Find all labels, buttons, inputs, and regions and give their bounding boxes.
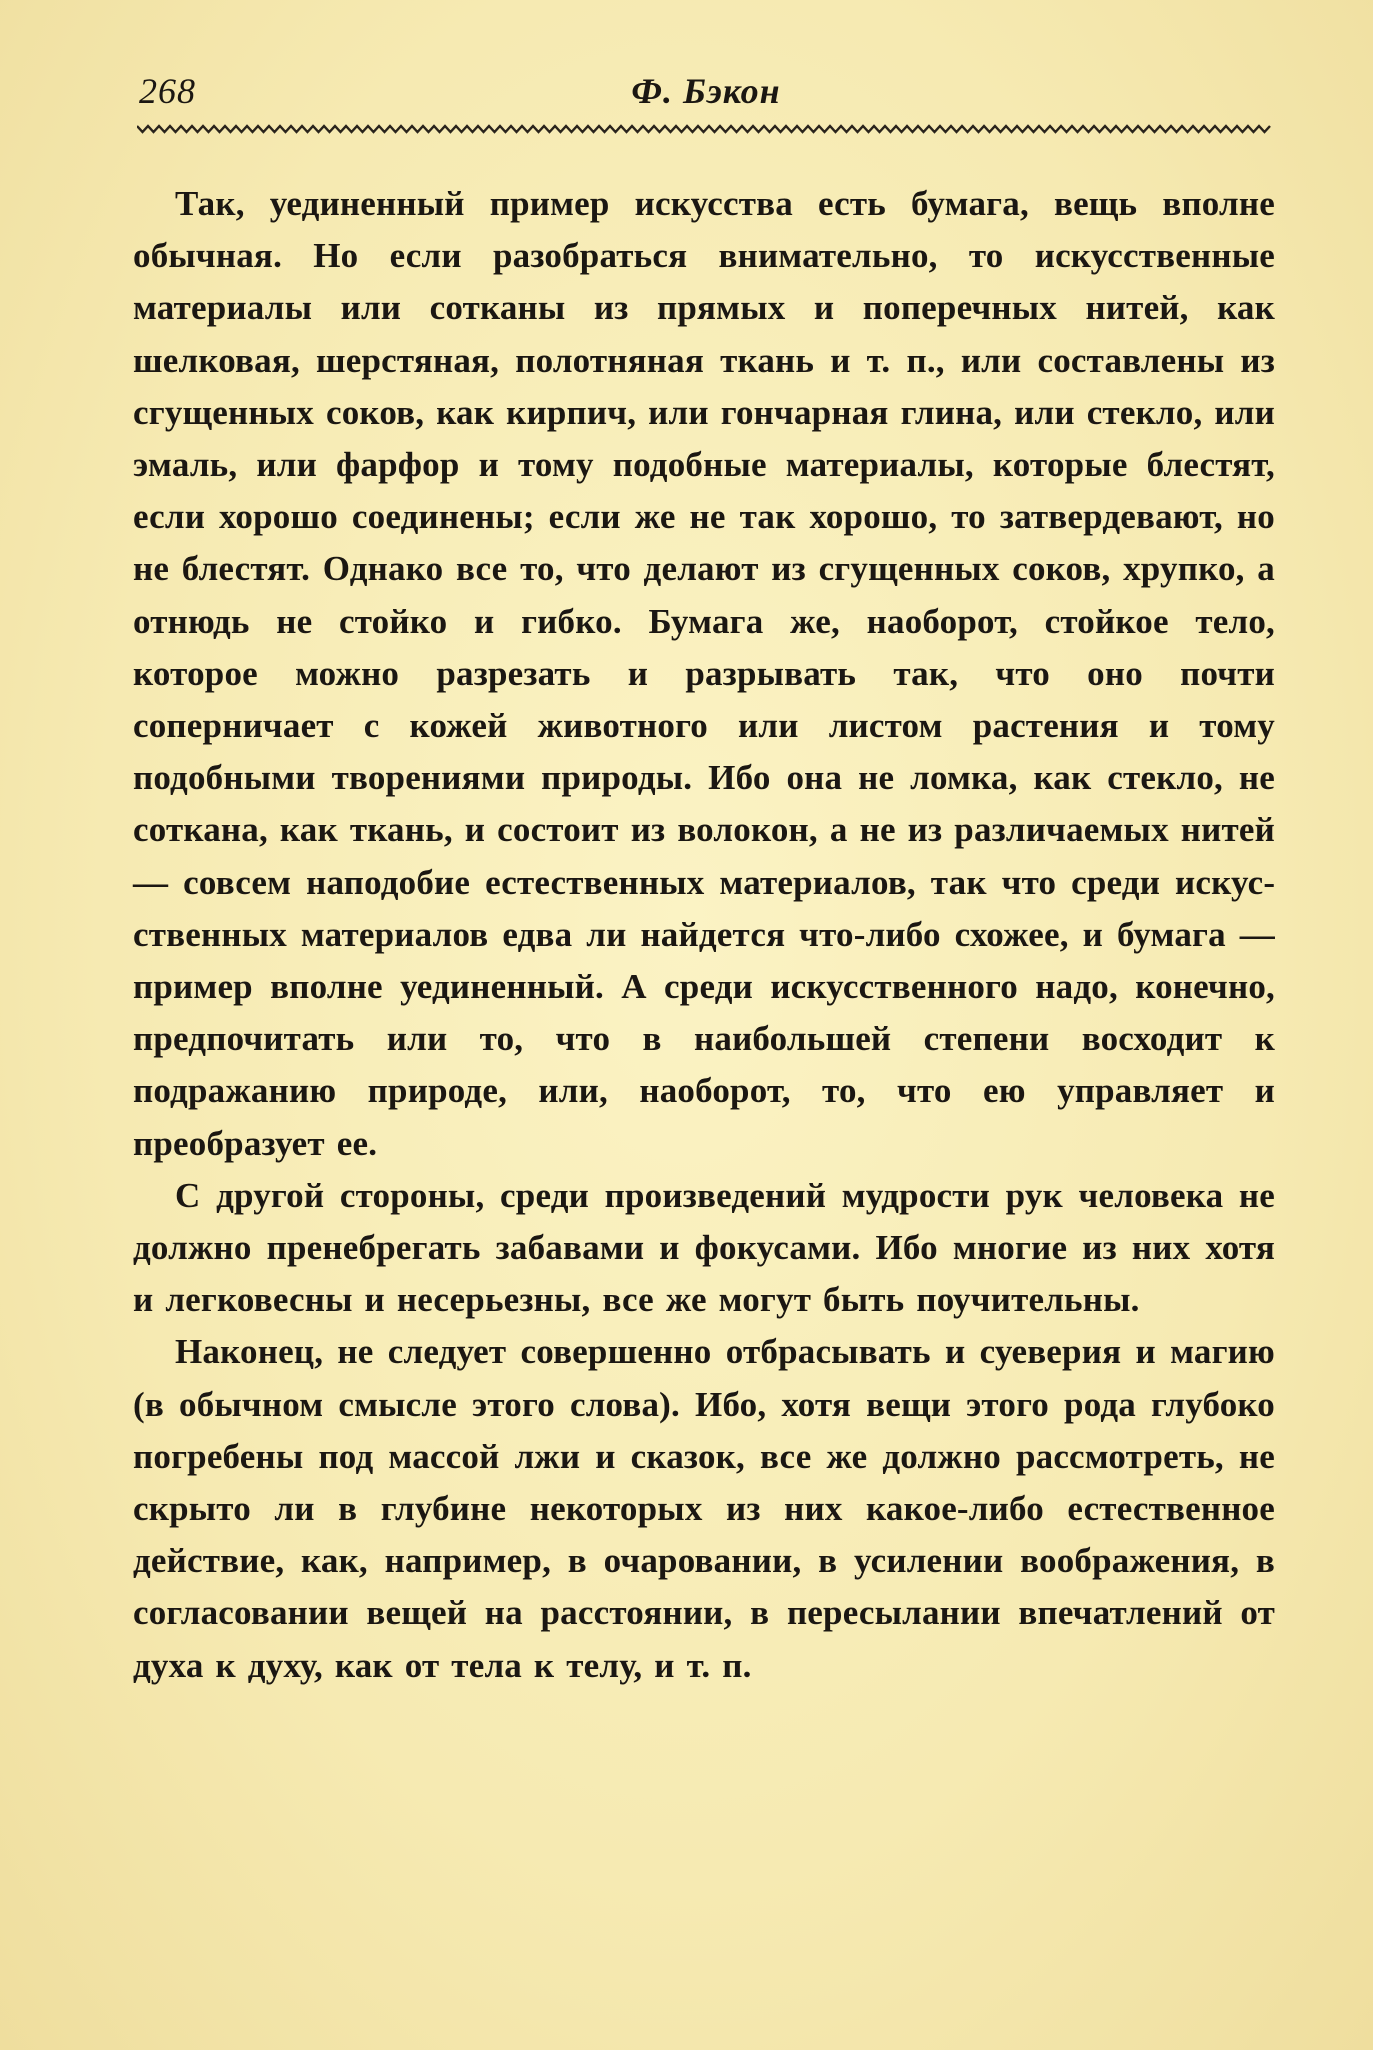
paragraph-3: Наконец, не следует совершенно отбрасывать и суеверия и магию (в обычном смысле этого слова). Ибо, хотя вещи этого рода глубоко погребены под массой лжи и сказок, все же должно рассмотреть, не скрыто ли в глубине некоторых из них какое-либо естественное действие, как, например, в очаровании, в усилении воображения, в согласовании вещей на расстоянии, в пересылании впечатлений от духа к духу, как от тела к телу, и т. п. [133,1332,1275,1685]
page-header [137,62,1275,122]
wavy-rule-line [137,124,1275,134]
body-text [133,178,1275,1692]
header-wavy-rule [137,124,1275,134]
page-number: 268 [139,71,196,111]
paragraph-2: С другой стороны, среди произведений мудрости рук человека не должно пренебрегать забавами и фокусами. Ибо многие из них хотя и легковесны и несерьезны, все же могут быть поучительны. [133,1175,1275,1320]
running-title: Ф. Бэкон [631,71,781,111]
paragraph-1: Так, уединенный пример искусства есть бумага, вещь вполне обычная. Но если разобраться внимательно, то искусственные материалы или сотканы из прямых и поперечных нитей, как шелковая, шерстяная, полотняная ткань и т. п., или составлены из сгущенных соков, как кирпич, или гончарная глина, или стекло, или эмаль, или фарфор и тому подобные материалы, которые блестят, если хорошо соединены; если же не так хорошо, то затвердевают, но не блестят. Однако все то, что делают из сгущенных соков, хрупко, а отнюдь не стойко и гибко. Бумага же, наоборот, стойкое тело, которое можно разрезать и разрывать так, что оно почти соперничает с кожей животного или листом растения и тому подобными творениями природы. Ибо она не ломка, как стекло, не соткана, как ткань, и состоит из волокон, а не из различаемых нитей — совсем наподобие естественных материалов, так что среди искусственных материалов едва ли найдется что-либо схожее, и бумага — пример вполне уединенный. А среди искусственного надо, конечно, предпочитать или то, что в наибольшей степени восходит к подражанию природе, или, наоборот, то, что ею управляет и преобразует ее. [133,184,1275,1163]
